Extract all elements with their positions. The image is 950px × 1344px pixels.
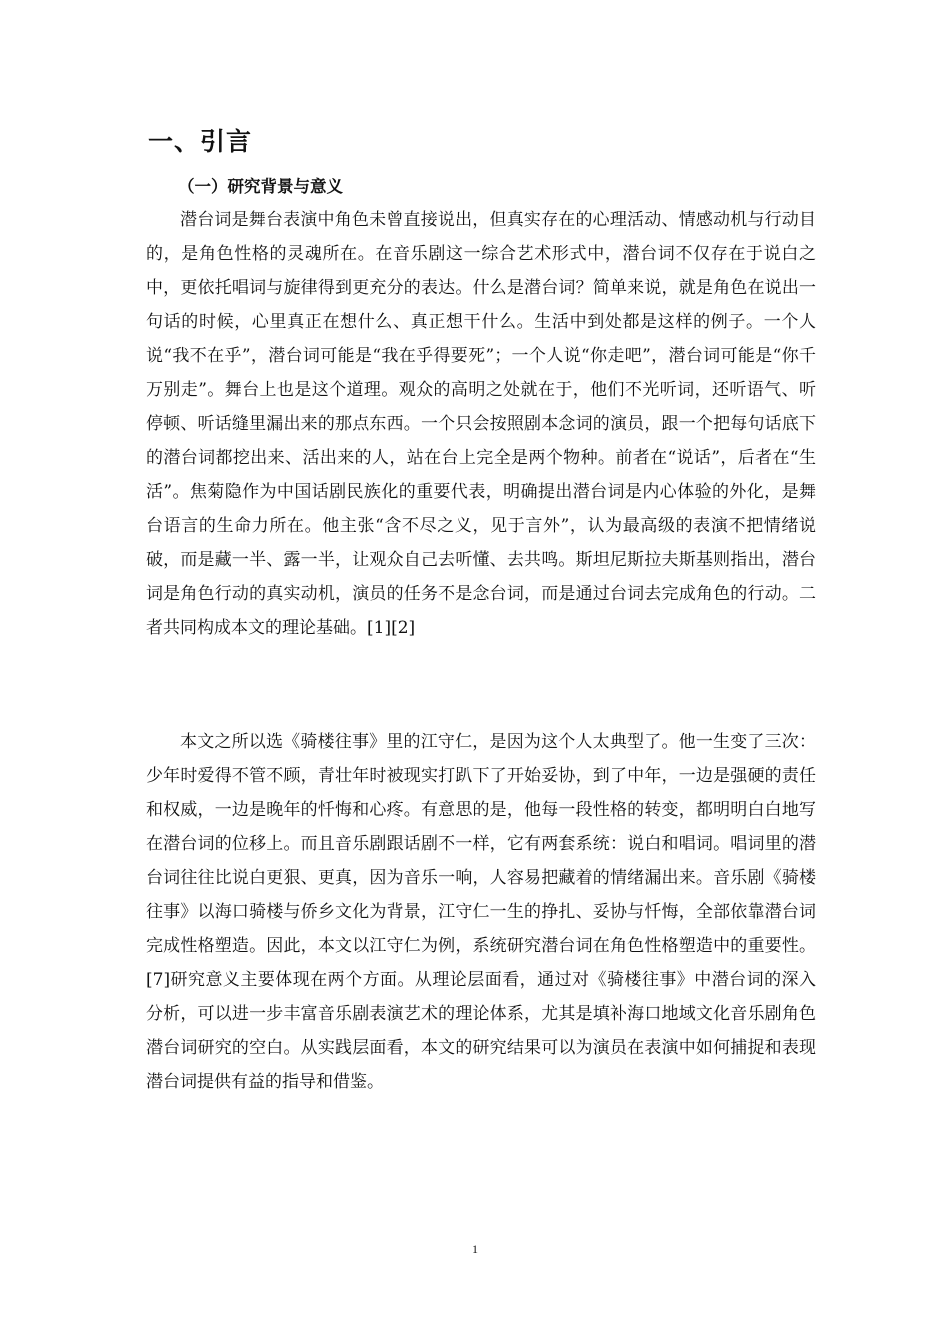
subsection-heading: （一）研究背景与意义 [178,177,343,196]
body-paragraph-2: 本文之所以选《骑楼往事》里的江守仁，是因为这个人太典型了。他一生变了三次：少年时爱得不管不顾，青壮年时被现实打趴下了开始妥协，到了中年，一边是强硬的责任和权威，一边是晚年的忏悔和心疼。有意思的是，他每一段性格的转变，都明明白白地写在潜台词的位移上。而且音乐剧跟话剧不一样，它有两套系统：说白和唱词。唱词里的潜台词往往比说白更狠、更真，因为音乐一响，人容易把藏着的情绪漏出来。音乐剧《骑楼往事》以海口骑楼与侨乡文化为背景，江守仁一生的挣扎、妥协与忏悔，全部依靠潜台词完成性格塑造。因此，本文以江守仁为例，系统研究潜台词在角色性格塑造中的重要性。[7]研究意义主要体现在两个方面。从理论层面看，通过对《骑楼往事》中潜台词的深入分析，可以进一步丰富音乐剧表演艺术的理论体系，尤其是填补海口地域文化音乐剧角色潜台词研究的空白。从实践层面看，本文的研究结果可以为演员在表演中如何捕捉和表现潜台词提供有益的指导和借鉴。 [146,732,816,1092]
section-heading: 一、引言 [148,127,253,156]
page-number: 1 [472,1242,478,1256]
body-paragraph-1: 潜台词是舞台表演中角色未曾直接说出，但真实存在的心理活动、情感动机与行动目的，是角色性格的灵魂所在。在音乐剧这一综合艺术形式中，潜台词不仅存在于说白之中，更依托唱词与旋律得到更充分的表达。什么是潜台词？简单来说，就是角色在说出一句话的时候，心里真正在想什么、真正想干什么。生活中到处都是这样的例子。一个人说“我不在乎”，潜台词可能是“我在乎得要死”；一个人说“你走吧”，潜台词可能是“你千万别走”。舞台上也是这个道理。观众的高明之处就在于，他们不光听词，还听语气、听停顿、听话缝里漏出来的那点东西。一个只会按照剧本念词的演员，跟一个把每句话底下的潜台词都挖出来、活出来的人，站在台上完全是两个物种。前者在“说话”，后者在“生活”。焦菊隐作为中国话剧民族化的重要代表，明确提出潜台词是内心体验的外化，是舞台语言的生命力所在。他主张“含不尽之义，见于言外”，认为最高级的表演不把情绪说破，而是藏一半、露一半，让观众自己去听懂、去共鸣。斯坦尼斯拉夫斯基则指出，潜台词是角色行动的真实动机，演员的任务不是念台词，而是通过台词去完成角色的行动。二者共同构成本文的理论基础。[1][2] [146,210,816,638]
